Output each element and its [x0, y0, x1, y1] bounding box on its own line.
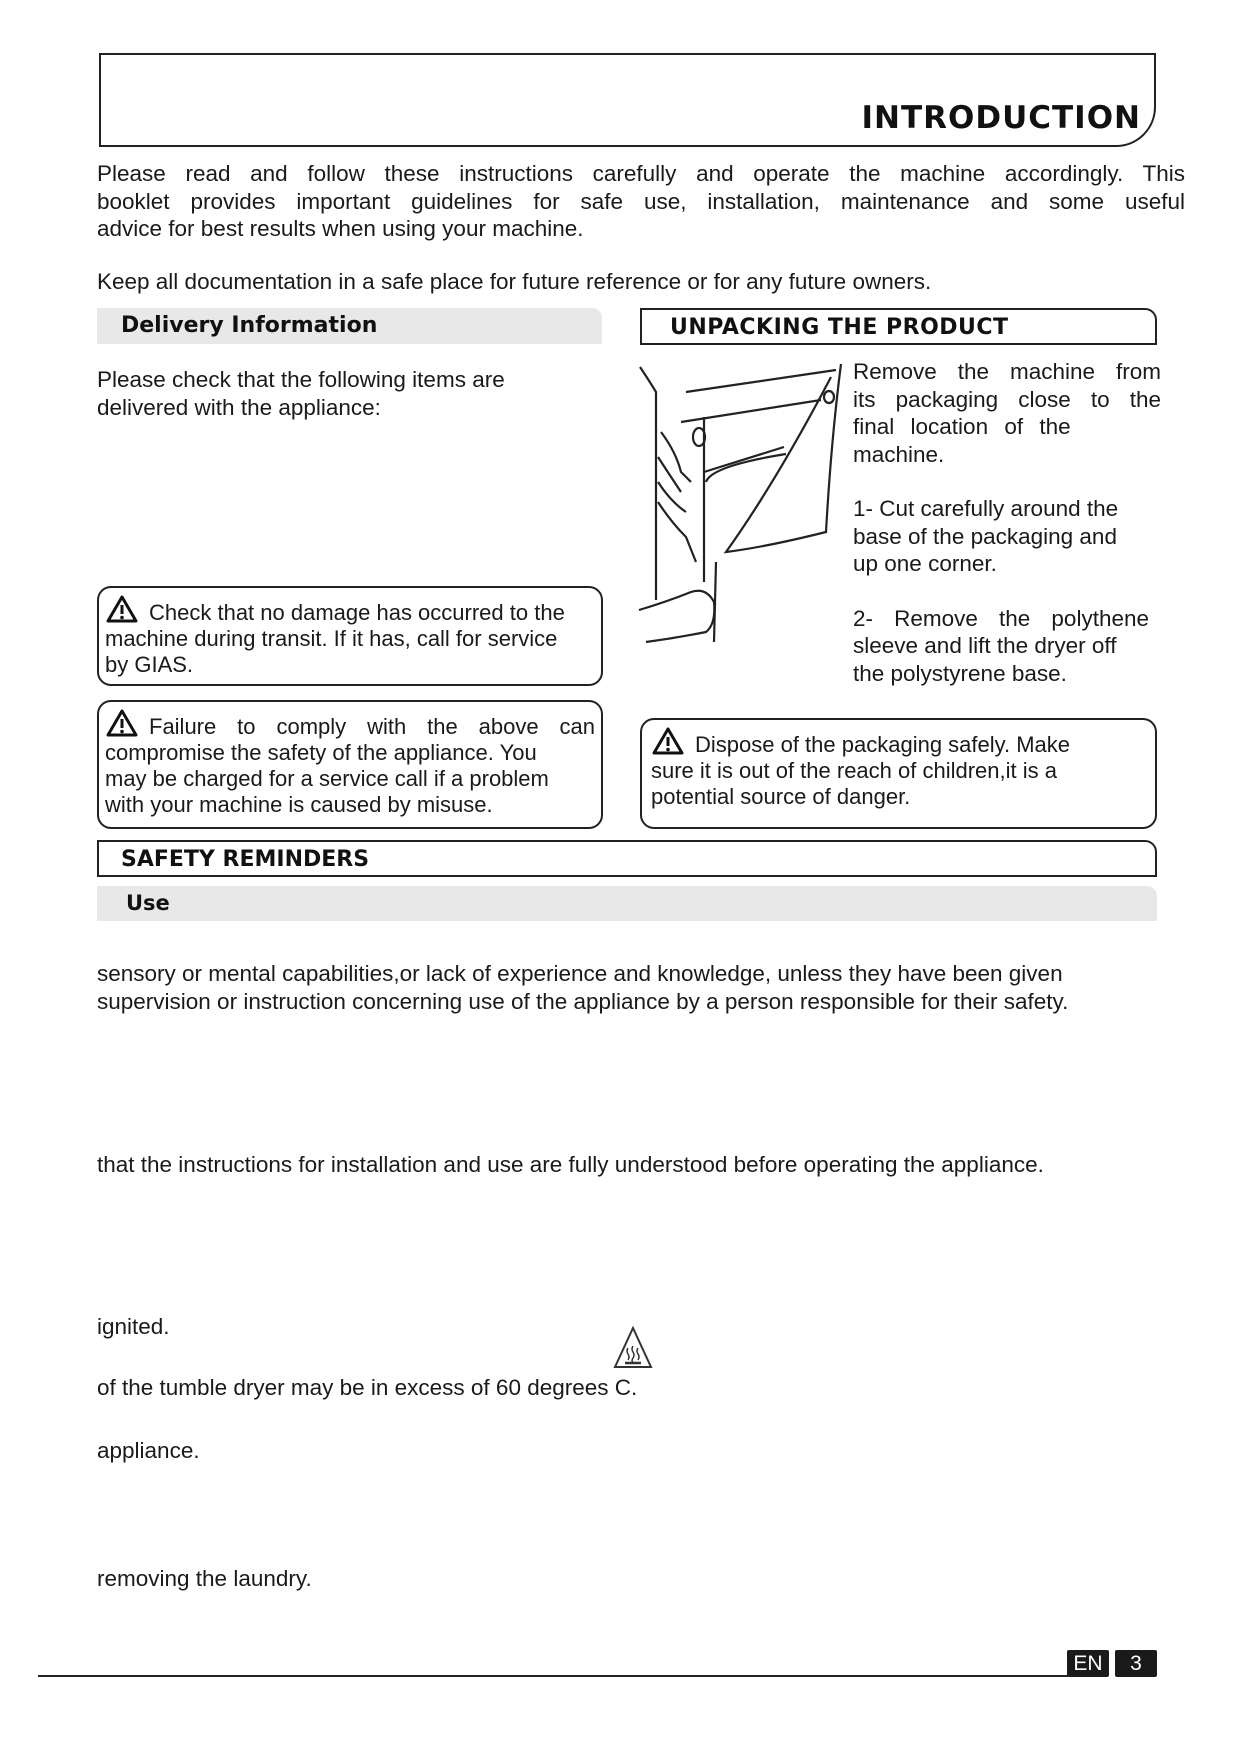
- step-2-line: the polystyrene base.: [853, 660, 1067, 686]
- intro-line: advice for best results when using your machine.: [97, 216, 584, 241]
- warning-text: by GIAS.: [105, 652, 194, 677]
- warning-icon: [105, 708, 139, 738]
- delivery-heading-bar: [97, 308, 602, 344]
- unpacking-heading: UNPACKING THE PRODUCT: [670, 315, 1009, 340]
- warning-icon: [651, 726, 685, 756]
- delivery-heading: Delivery Information: [121, 313, 378, 338]
- warning-text: compromise the safety of the appliance. You: [105, 740, 537, 765]
- safety-line: supervision or instruction concerning use of the appliance by a person responsible for their safety.: [97, 988, 1069, 1014]
- safety-text-5: appliance.: [97, 1438, 200, 1463]
- unpacking-illustration: [636, 362, 846, 652]
- unpacking-line: machine.: [853, 441, 945, 467]
- safety-heading: SAFETY REMINDERS: [121, 847, 370, 872]
- warning-box-packaging: [640, 718, 1157, 829]
- warning-text: Failure to comply with the above can: [149, 714, 595, 739]
- unpacking-line: its packaging close to the: [853, 386, 1161, 412]
- safety-heading-box: [97, 840, 1157, 877]
- language-tag: EN: [1067, 1650, 1109, 1677]
- intro-line: booklet provides important guidelines for safe use, installation, maintenance and some useful: [97, 188, 1185, 214]
- unpacking-heading-box: [640, 308, 1157, 345]
- unpacking-line: Remove the machine from: [853, 359, 1161, 384]
- use-subheading-bar: [97, 886, 1157, 921]
- warning-text: Check that no damage has occurred to the: [149, 600, 565, 625]
- step-2-line: sleeve and lift the dryer off: [853, 633, 1117, 658]
- unpacking-instructions: [853, 358, 1161, 687]
- step-1-line: up one corner.: [853, 551, 997, 576]
- safety-text-6: removing the laundry.: [97, 1566, 312, 1591]
- delivery-line: Please check that the following items are: [97, 367, 505, 392]
- delivery-line: delivered with the appliance:: [97, 394, 381, 420]
- safety-text-2: that the instructions for installation and use are fully understood before operating the appliance.: [97, 1152, 1044, 1177]
- safety-text-3: ignited.: [97, 1314, 170, 1339]
- safety-text-1: [97, 960, 1068, 1015]
- warning-text: machine during transit. If it has, call for service: [105, 626, 558, 651]
- footer-rule: [38, 1675, 1068, 1677]
- warning-text: potential source of danger.: [651, 784, 911, 809]
- use-subheading: Use: [126, 891, 170, 915]
- page-title: INTRODUCTION: [861, 100, 1141, 136]
- intro-line: Please read and follow these instructions carefully and operate the machine accordingly. This: [97, 161, 1185, 186]
- step-2-line: 2- Remove the polythene: [853, 605, 1149, 631]
- warning-icon: [105, 594, 139, 624]
- warning-text: sure it is out of the reach of children,it is a: [651, 758, 1057, 783]
- warning-text: Dispose of the packaging safely. Make: [695, 732, 1071, 757]
- keep-documentation-note: Keep all documentation in a safe place for future reference or for any future owners.: [97, 269, 932, 294]
- delivery-text: [97, 366, 505, 421]
- hot-surface-icon: [612, 1326, 654, 1370]
- warning-text: with your machine is caused by misuse.: [105, 792, 493, 817]
- step-1-line: base of the packaging and: [853, 523, 1117, 549]
- safety-text-4: of the tumble dryer may be in excess of 60 degrees C.: [97, 1375, 638, 1400]
- warning-text: may be charged for a service call if a problem: [105, 766, 549, 791]
- step-1-line: 1- Cut carefully around the: [853, 496, 1119, 521]
- unpacking-line: final location of the: [853, 414, 1071, 439]
- safety-line: sensory or mental capabilities,or lack of experience and knowledge, unless they have been given: [97, 961, 1063, 986]
- warning-box-damage: [97, 586, 603, 686]
- warning-box-misuse: [97, 700, 603, 829]
- intro-paragraph: [97, 160, 1185, 243]
- page-number: 3: [1115, 1650, 1157, 1677]
